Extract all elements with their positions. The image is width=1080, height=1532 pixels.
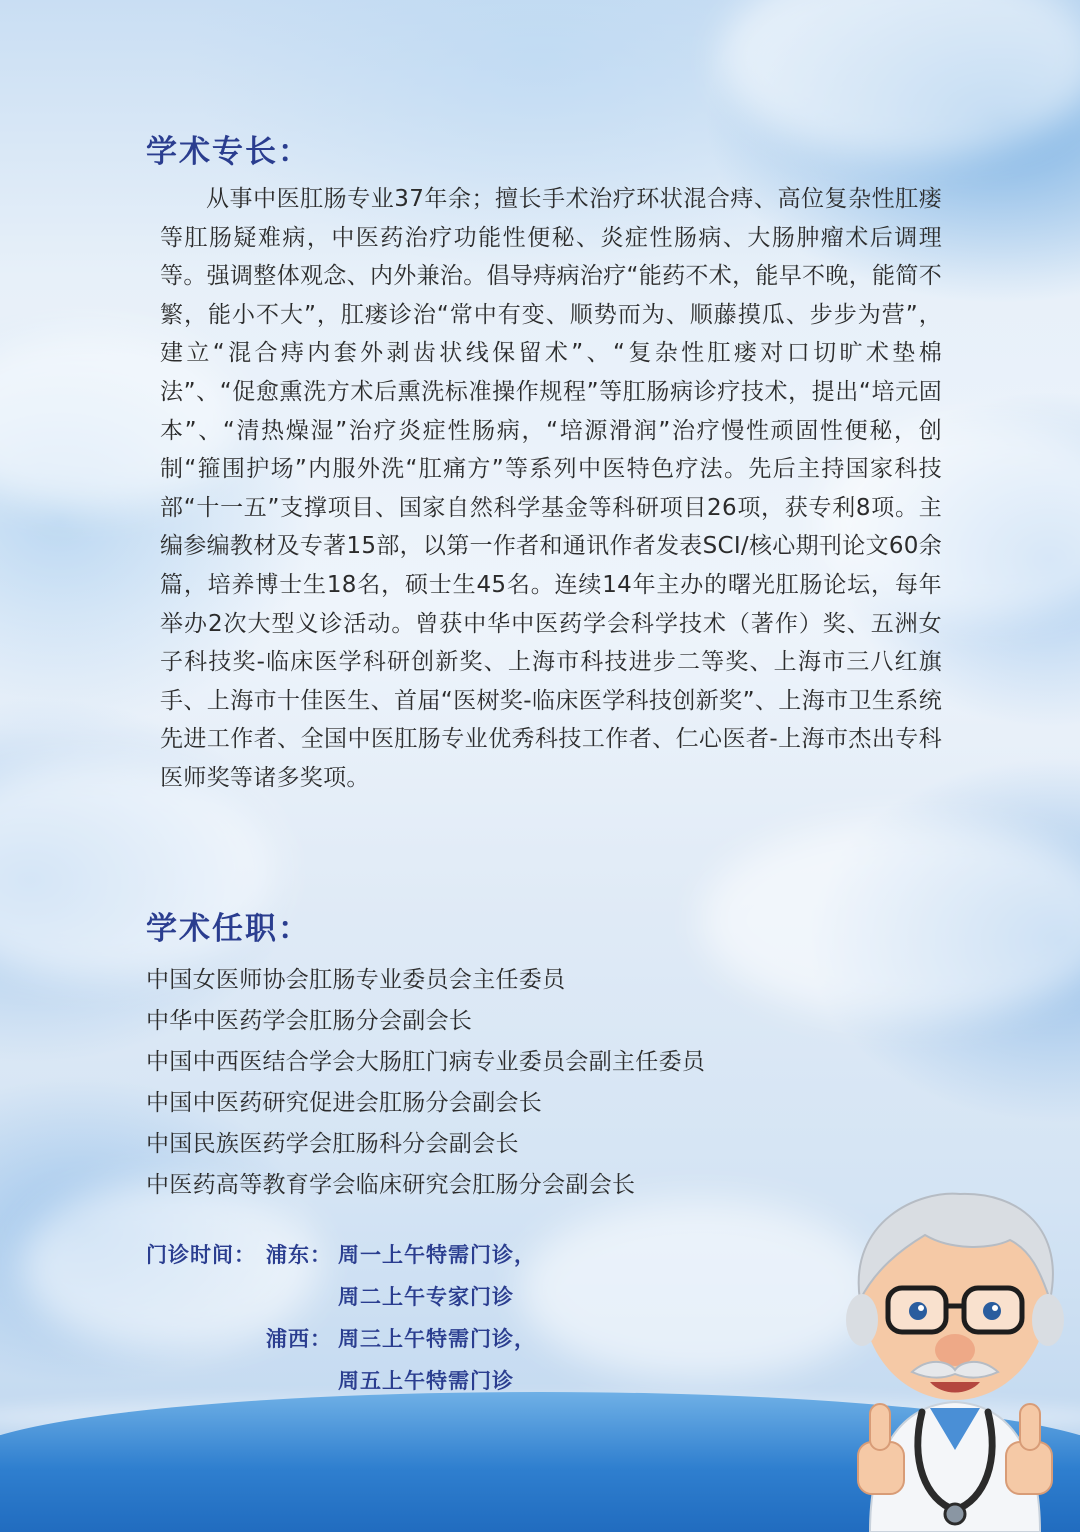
cloud	[700, 820, 1080, 1020]
cloud	[720, 0, 1080, 160]
pudong-schedule-2: 周二上午专家门诊	[338, 1285, 514, 1309]
expertise-body: 从事中医肛肠专业37年余；擅长手术治疗环状混合痔、高位复杂性肛瘘等肛肠疑难病，中医药治疗功能性便秘、炎症性肠病、大肠肿瘤术后调理等。强调整体观念、内外兼治。倡导痔病治疗“能药不术，能早不晚，能简不繁，能小不大”，肛瘘诊治“常中有变、顺势而为、顺藤摸瓜、步步为营”，建立“混合痔内套外剥齿状线保留术”、“复杂性肛瘘对口切旷术垫棉法”、“促愈熏洗方术后熏洗标准操作规程”等肛肠病诊疗技术，提出“培元固本”、“清热燥湿”治疗炎症性肠病，“培源滑润”治疗慢性顽固性便秘，创制“箍围护场”内服外洗“肛痛方”等系列中医特色疗法。先后主持国家科技部“十一五”支撑项目、国家自然科学基金等科研项目26项，获专利8项。主编参编教材及专著15部，以第一作者和通讯作者发表SCI/核心期刊论文60余篇，培养博士生18名，硕士生45名。连续14年主办的曙光肛肠论坛，每年举办2次大型义诊活动。曾获中华中医药学会科学技术（著作）奖、五洲女子科技奖-临床医学科研创新奖、上海市科技进步二等奖、上海市三八红旗手、上海市十佳医生、首届“医树奖-临床医学科技创新奖”、上海市卫生系统先进工作者、全国中医肛肠专业优秀科技工作者、仁心医者-上海市杰出专科医师奖等诸多奖项。	[160, 186, 942, 791]
position-item: 中国民族医药学会肛肠科分会副会长	[146, 1131, 519, 1157]
positions-heading: 学术任职：	[146, 911, 311, 947]
pudong-label: 浦东：	[266, 1243, 332, 1267]
clinic-hours-label: 门诊时间：	[146, 1243, 256, 1267]
position-item: 中国中医药研究促进会肛肠分会副会长	[146, 1090, 543, 1116]
position-item: 中国女医师协会肛肠专业委员会主任委员	[146, 967, 566, 993]
positions-list	[146, 960, 705, 1206]
position-item: 中医药高等教育学会临床研究会肛肠分会副会长	[146, 1172, 636, 1198]
puxi-schedule-2: 周五上午特需门诊	[338, 1369, 514, 1393]
puxi-label: 浦西：	[266, 1327, 332, 1351]
position-item: 中华中医药学会肛肠分会副会长	[146, 1008, 473, 1034]
cloud	[520, 1200, 880, 1380]
expertise-heading: 学术专长：	[146, 134, 311, 170]
doctor-mascot-icon	[830, 1180, 1080, 1532]
pudong-schedule-1: 周一上午特需门诊，	[338, 1243, 536, 1267]
puxi-schedule-1: 周三上午特需门诊，	[338, 1327, 536, 1351]
position-item: 中国中西医结合学会大肠肛门病专业委员会副主任委员	[146, 1049, 706, 1075]
